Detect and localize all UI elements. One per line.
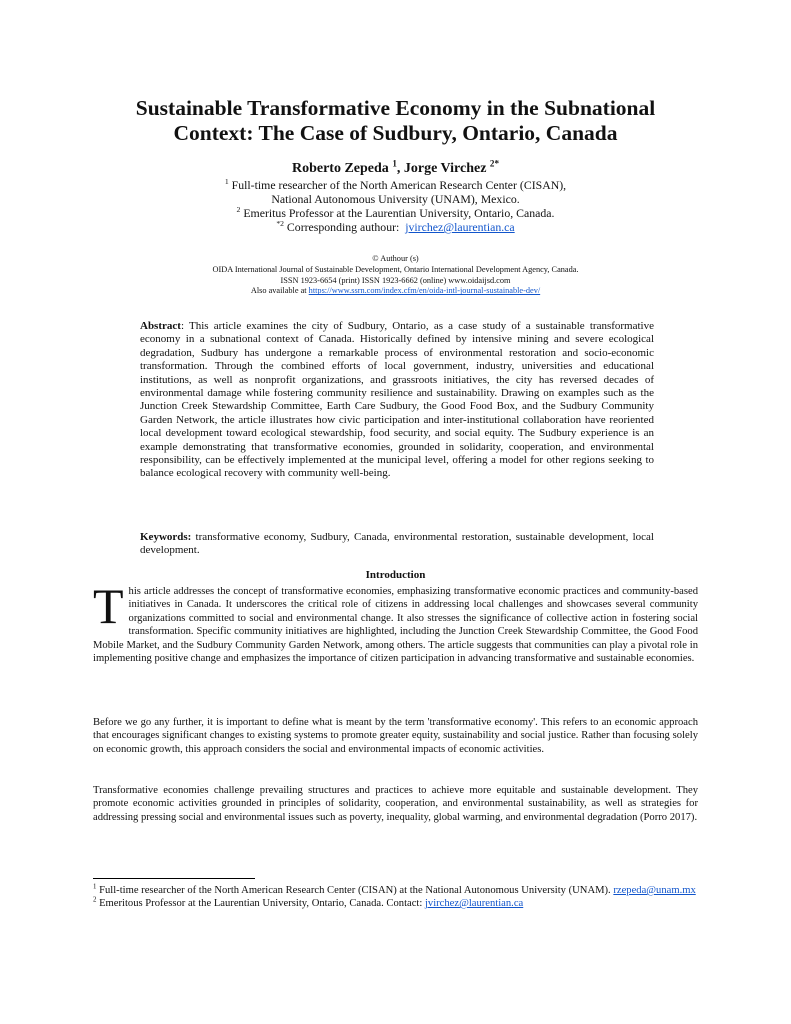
- keywords-label: Keywords:: [140, 531, 192, 543]
- affiliation-1-cont: National Autonomous University (UNAM), Mexico.: [271, 192, 520, 206]
- affiliation-mark: 2: [236, 205, 241, 215]
- author-list: [60, 158, 731, 177]
- footnote-2-email-link[interactable]: jvirchez@laurentian.ca: [424, 898, 524, 909]
- section-heading-introduction: Introduction: [365, 569, 426, 581]
- affiliations: [60, 178, 731, 234]
- footnote-mark: 2: [93, 896, 97, 904]
- corresponding-author: [60, 220, 731, 234]
- footnote-1: [93, 884, 698, 897]
- author-name: Roberto Zepeda: [291, 161, 389, 176]
- author-mark: 1: [392, 158, 397, 169]
- title-line-1: Sustainable Transformative Economy in the Subnational: [135, 96, 656, 120]
- intro-paragraph-1: [93, 578, 698, 665]
- footnote-mark: 1: [93, 883, 97, 891]
- footnotes: [93, 884, 698, 910]
- footnote-text: Full-time researcher of the North American Research Center (CISAN) at the National Autonomous University (UNAM).: [96, 885, 614, 896]
- intro-paragraph-3: Transformative economies challenge prevailing structures and practices to achieve more equitable and sustainable development. They promote economic activities grounded in principles of solidarity, cooperation, and environmental sustainability, as well as strategies for addressing pressing social and environmental issues such as poverty, inequality, global warming, and environmental degradation (Porro 2017).: [93, 785, 698, 823]
- publication-info: [60, 254, 731, 297]
- footnote-1-email-link[interactable]: rzepeda@unam.mx: [613, 885, 696, 896]
- author-separator: ,: [396, 161, 404, 176]
- title-line-2: Context: The Case of Sudbury, Ontario, Canada: [173, 121, 618, 145]
- affiliation-2: [60, 206, 731, 220]
- affiliation-text: Full-time researcher of the North American Research Center (CISAN),: [231, 178, 567, 192]
- affiliation-mark: 1: [224, 177, 229, 187]
- copyright: © Authour (s): [372, 254, 419, 263]
- availability-label: Also available at: [250, 286, 307, 296]
- journal-name: OIDA International Journal of Sustainable Development, Ontario International Development Agency, Canada.: [212, 264, 579, 274]
- paragraph-text: his article addresses the concept of transformative economies, emphasizing transformative economic practices and community-based initiatives in Canada. It underscores the critical role of citizens in addressing local challenges and showcases several community organizations committed to social and environmental change. It also stresses the significance of collective action in fostering social transformation. Specific community initiatives are highlighted, including the Junction Creek Stewardship Committee, the Good Food Mobile Market, and the Sudbury Community Garden Network, among others. The article suggests that communities can play a pivotal role in implementing positive change and emphasizes the importance of citizen participation in advancing transformative and sustainable economies.: [93, 586, 698, 665]
- corresponding-mark: *2: [276, 219, 284, 229]
- footnote-2: [93, 897, 698, 910]
- affiliation-text: Emeritus Professor at the Laurentian University, Ontario, Canada.: [243, 206, 555, 220]
- drop-cap: T: [93, 578, 124, 634]
- author-mark: 2*: [489, 158, 499, 169]
- keywords: [140, 531, 654, 558]
- corresponding-email-link[interactable]: jvirchez@laurentian.ca: [405, 220, 515, 234]
- abstract-label: Abstract: [140, 320, 181, 332]
- paper-title: [60, 96, 731, 146]
- footnote-text: Emeritous Professor at the Laurentian University, Ontario, Canada. Contact:: [96, 898, 425, 909]
- abstract: [140, 320, 654, 481]
- footnote-divider: [93, 878, 255, 879]
- issn: ISSN 1923-6654 (print) ISSN 1923-6662 (online) www.oidaijsd.com: [280, 275, 511, 285]
- intro-paragraph-2: Before we go any further, it is important to define what is meant by the term 'transformative economy'. This refers to an economic approach that encourages significant changes to existing systems to promote greater equity, sustainability and social justice. Rather than focusing solely on economic growth, this approach considers the social and environmental impacts of economic activities.: [93, 717, 698, 755]
- ssrn-link[interactable]: https://www.ssrn.com/index.cfm/en/oida-intl-journal-sustainable-dev/: [308, 286, 541, 296]
- affiliation-1: [60, 178, 731, 192]
- author-name: Jorge Virchez: [403, 161, 487, 176]
- availability: [60, 286, 731, 297]
- abstract-text: : This article examines the city of Sudbury, Ontario, as a case study of a sustainable transformative economy in a subnational context of Canada. Historically defined by intensive mining and severe ecological degradation, Sudbury has undergone a remarkable process of environmental restoration and socio-economic transformation. Through the combined efforts of local government, industry, universities and educational institutions, as well as nonprofit organizations, and grassroots initiatives, the city has reversed decades of environmental damage while fostering community resilience and sustainability. Drawing on examples such as the Junction Creek Stewardship Committee, Earth Care Sudbury, the Good Food Box, and the Sudbury Community Garden Network, the article illustrates how civic participation and inter-institutional collaboration have reoriented local development toward ecological stewardship, food security, and social equity. The Sudbury experience is an example demonstrating that transformative economies, grounded in solidarity, cooperation, and environmental responsibility, can be effectively implemented at the municipal level, offering a model for other regions seeking to balance ecological recovery with community well-being.: [140, 320, 654, 480]
- corresponding-label: Corresponding authour:: [286, 220, 400, 234]
- keywords-text: transformative economy, Sudbury, Canada, environmental restoration, sustainable development, local development.: [140, 531, 654, 557]
